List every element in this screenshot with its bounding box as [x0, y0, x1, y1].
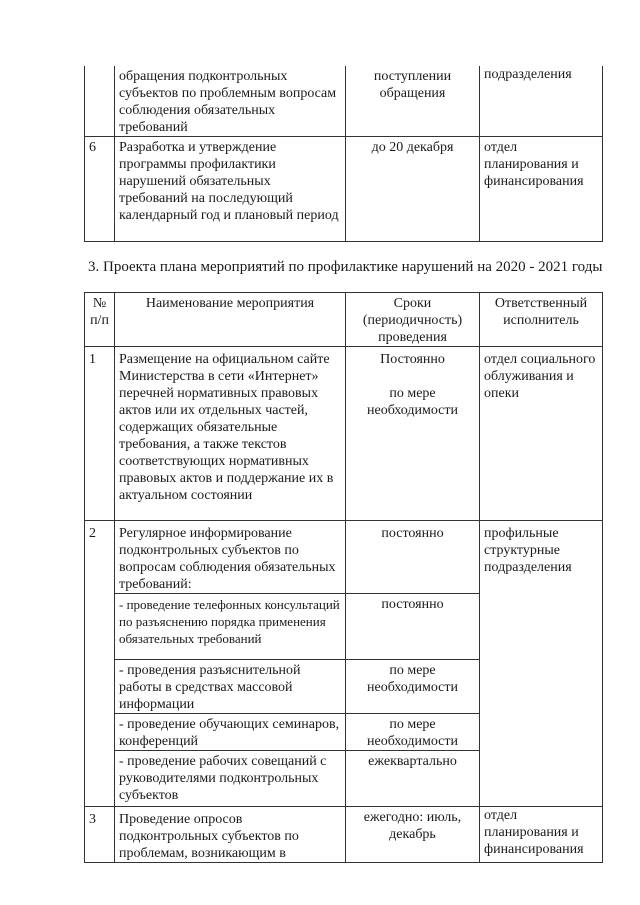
top-table [84, 66, 603, 242]
cell-name: - проведение рабочих совещаний с руководителями подконтрольных субъектов [115, 751, 346, 807]
cell-exec: подразделения [480, 66, 603, 137]
header-exec: Ответственный исполнитель [480, 293, 603, 347]
cell-num: 6 [85, 137, 115, 242]
cell-term: до 20 декабря [346, 137, 480, 242]
table-row [85, 347, 603, 521]
cell-name: обращения подконтрольных субъектов по проблемным вопросам соблюдения обязательных требований [115, 66, 346, 137]
cell-name: Регулярное информирование подконтрольных субъектов по вопросам соблюдения обязательных требований: [115, 521, 346, 594]
cell-exec: отдел планирования и финансирования [480, 137, 603, 242]
term-as-needed: по мере необходимости [366, 386, 458, 418]
cell-name: - проведение телефонных консультаций по разъяснению порядка применения обязательных требований [115, 594, 346, 660]
section-heading: 3. Проекта плана мероприятий по профилактике нарушений на 2020 - 2021 годы [88, 259, 603, 275]
cell-term: по мере необходимости [346, 660, 480, 714]
header-term: Сроки (периодичность) проведения [346, 293, 480, 347]
cell-name: - проведения разъяснительной работы в средствах массовой информации [115, 660, 346, 714]
table-row [85, 66, 603, 137]
table-row [85, 807, 603, 863]
cell-term: ежеквартально [346, 751, 480, 807]
term-constant: Постоянно [380, 352, 445, 367]
header-name: Наименование мероприятия [115, 293, 346, 347]
cell-exec: профильные структурные подразделения [480, 521, 603, 807]
cell-term: постоянно [346, 521, 480, 594]
cell-term: поступлении обращения [346, 66, 480, 137]
cell-term [346, 347, 480, 521]
cell-name: Проведение опросов подконтрольных субъектов по проблемам, возникающим в [115, 807, 346, 863]
cell-name: Разработка и утверждение программы профилактики нарушений обязательных требований на последующий календарный год и плановый период [115, 137, 346, 242]
cell-exec: отдел планирования и финансирования [480, 807, 603, 863]
table-header-row [85, 293, 603, 347]
cell-term: ежегодно: июль, декабрь [346, 807, 480, 863]
table-row [85, 521, 603, 594]
cell-term: по мере необходимости [346, 714, 480, 751]
cell-exec: отдел социального облуживания и опеки [480, 347, 603, 521]
cell-name: Размещение на официальном сайте Министерства в сети «Интернет» перечней нормативных правовых актов или их отдельных частей, содержащих обязательные требования, а также текстов соответствующих нормативных правовых актов и поддержание их в актуальном состоянии [115, 347, 346, 521]
cell-term: постоянно [346, 594, 480, 660]
cell-name: - проведение обучающих семинаров, конференций [115, 714, 346, 751]
main-table [84, 292, 603, 863]
cell-num [85, 66, 115, 137]
cell-num: 2 [85, 521, 115, 807]
cell-num: 3 [85, 807, 115, 863]
table-row [85, 137, 603, 242]
header-num: № п/п [85, 293, 115, 347]
cell-num: 1 [85, 347, 115, 521]
